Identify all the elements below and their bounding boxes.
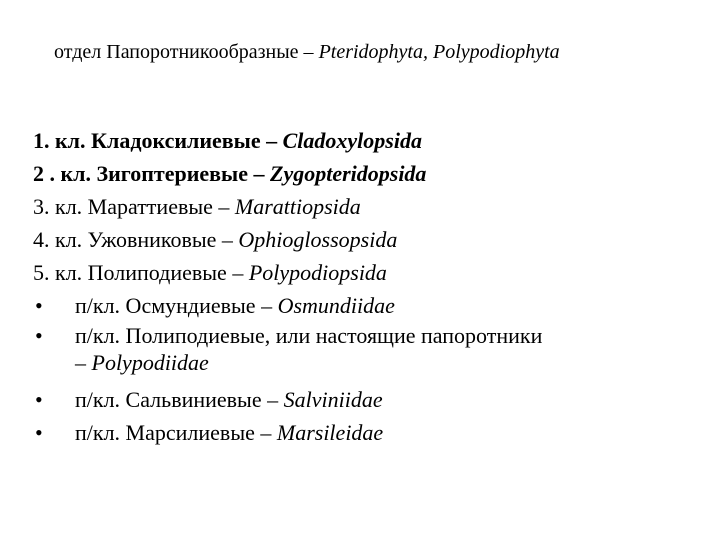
class-latin: Cladoxylopsida bbox=[282, 128, 422, 153]
subclass-item-1 bbox=[33, 289, 703, 322]
class-label: кл. Полиподиевые – bbox=[55, 260, 249, 285]
subclass-label: п/кл. Полиподиевые, или настоящие папоротники bbox=[75, 323, 543, 348]
subclass-item-4 bbox=[33, 416, 703, 449]
subclass-dash: – bbox=[75, 350, 92, 375]
bullet-icon: • bbox=[35, 387, 43, 412]
bullet-icon: • bbox=[35, 420, 43, 445]
subclass-label: п/кл. Марсилиевые – bbox=[75, 420, 277, 445]
slide-title bbox=[54, 40, 560, 64]
title-prefix: отдел Папоротникообразные – bbox=[54, 41, 319, 63]
subclass-label: п/кл. Осмундиевые – bbox=[75, 293, 278, 318]
class-number: 2 . bbox=[33, 161, 61, 186]
class-item-2 bbox=[33, 157, 703, 190]
class-item-3 bbox=[33, 190, 703, 223]
class-latin: Polypodiopsida bbox=[248, 260, 387, 285]
class-number: 5. bbox=[33, 260, 55, 285]
class-latin: Marattiopsida bbox=[234, 194, 361, 219]
class-label: кл. Мараттиевые – bbox=[55, 194, 235, 219]
class-item-4 bbox=[33, 223, 703, 256]
bullet-icon: • bbox=[35, 323, 43, 348]
class-label: кл. Зигоптериевые – bbox=[60, 161, 270, 186]
subclass-latin: Osmundiidae bbox=[277, 293, 395, 318]
class-label: кл. Кладоксилиевые – bbox=[55, 128, 283, 153]
class-item-1 bbox=[33, 124, 703, 157]
class-number: 3. bbox=[33, 194, 55, 219]
class-latin: Zygopteridopsida bbox=[270, 161, 427, 186]
class-number: 1. bbox=[33, 128, 55, 153]
class-item-5 bbox=[33, 256, 703, 289]
class-latin: Ophioglossopsida bbox=[238, 227, 398, 252]
subclass-continuation bbox=[75, 350, 703, 375]
taxonomy-list bbox=[33, 124, 703, 449]
subclass-item-2 bbox=[33, 322, 703, 375]
bullet-icon: • bbox=[35, 293, 43, 318]
subclass-latin: Salviniidae bbox=[283, 387, 383, 412]
subclass-latin: Marsileidae bbox=[276, 420, 384, 445]
class-label: кл. Ужовниковые – bbox=[55, 227, 239, 252]
title-latin: Pteridophyta, Polypodiophyta bbox=[318, 41, 560, 63]
subclass-item-3 bbox=[33, 383, 703, 416]
subclass-latin: Polypodiidae bbox=[91, 350, 209, 375]
class-number: 4. bbox=[33, 227, 55, 252]
subclass-label: п/кл. Сальвиниевые – bbox=[75, 387, 284, 412]
